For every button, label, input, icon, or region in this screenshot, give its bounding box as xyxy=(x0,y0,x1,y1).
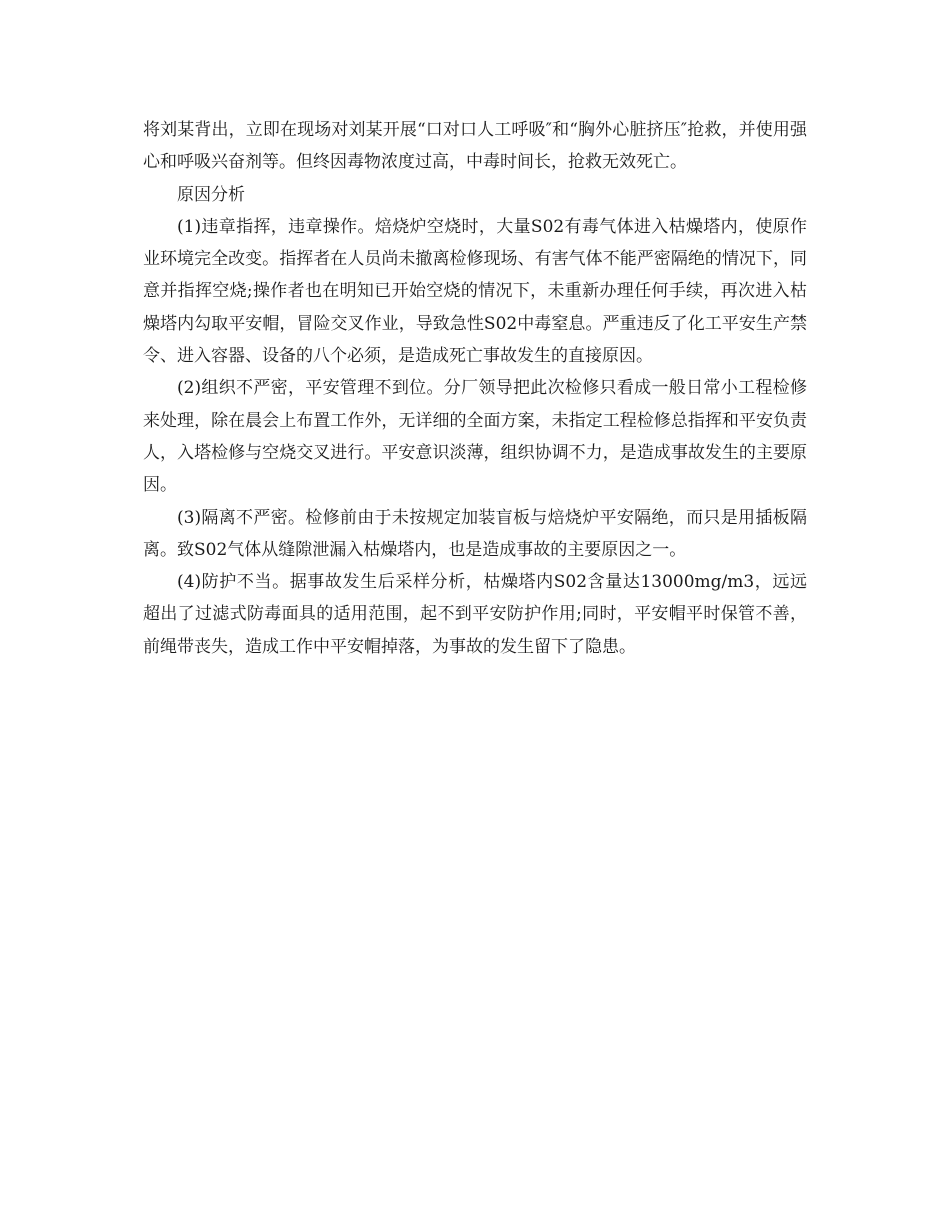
paragraph-cause-2: (2)组织不严密，平安管理不到位。分厂领导把此次检修只看成一般日常小工程检修来处理，除在晨会上布置工作外，无详细的全面方案，未指定工程检修总指挥和平安负责人，入塔检修与空烧交叉进行。平安意识淡薄，组织协调不力，是造成事故发生的主要原因。 xyxy=(143,378,807,496)
paragraph-cause-4: (4)防护不当。据事故发生后采样分析，枯燥塔内S02含量达13000mg/m3，远远超出了过滤式防毒面具的适用范围，起不到平安防护作用;同时，平安帽平时保管不善，前绳带丧失，造成工作中平安帽掉落，为事故的发生留下了隐患。 xyxy=(143,572,807,657)
document-body xyxy=(143,114,807,663)
paragraph-cause-1: (1)违章指挥，违章操作。焙烧炉空烧时，大量S02有毒气体进入枯燥塔内，使原作业环境完全改变。指挥者在人员尚未撤离检修现场、有害气体不能严密隔绝的情况下，同意并指挥空烧;操作者也在明知已开始空烧的情况下，未重新办理任何手续，再次进入枯燥塔内勾取平安帽，冒险交叉作业，导致急性S02中毒窒息。严重违反了化工平安生产禁令、进入容器、设备的八个必须，是造成死亡事故发生的直接原因。 xyxy=(143,216,807,367)
section-heading-cause-analysis: 原因分析 xyxy=(177,184,245,205)
paragraph-rescue-continued: 将刘某背出，立即在现场对刘某开展“口对口人工呼吸″和“胸外心脏挤压″抢救，并使用强心和呼吸兴奋剂等。但终因毒物浓度过高，中毒时间长，抢救无效死亡。 xyxy=(143,120,807,173)
paragraph-cause-3: (3)隔离不严密。检修前由于未按规定加装盲板与焙烧炉平安隔绝，而只是用插板隔离。致S02气体从缝隙泄漏入枯燥塔内，也是造成事故的主要原因之一。 xyxy=(143,507,807,560)
